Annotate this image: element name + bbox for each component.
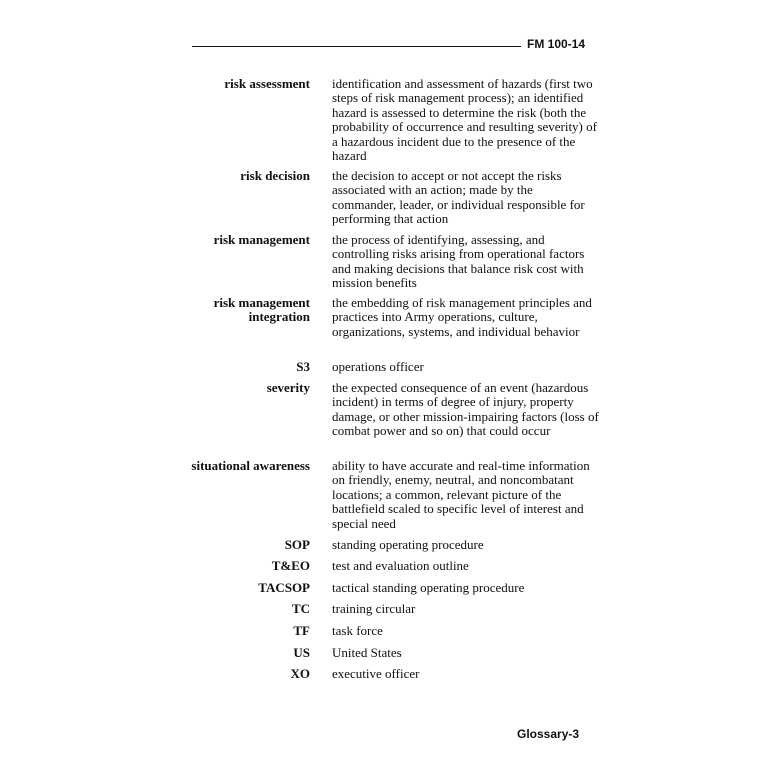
glossary-definition: test and evaluation outline <box>332 558 469 573</box>
glossary-term: severity <box>266 380 310 395</box>
glossary-entry-tf <box>160 624 600 638</box>
page-number: Glossary-3 <box>517 727 580 741</box>
glossary-definition: executive officer <box>332 666 420 681</box>
glossary-term: risk management integration <box>213 295 310 325</box>
glossary-entry-tacsop <box>160 581 600 595</box>
glossary-entry-risk-management <box>160 233 600 291</box>
glossary-entry-severity <box>160 381 600 439</box>
glossary-definition: tactical standing operating procedure <box>332 580 525 595</box>
glossary-definition: operations officer <box>332 359 424 374</box>
glossary-term: risk management <box>213 232 310 247</box>
glossary-term: SOP <box>284 537 310 552</box>
glossary-definition: the embedding of risk management principles and practices into Army operations, culture, organizations, systems, and individual behavior <box>332 295 592 339</box>
glossary-term: TF <box>293 623 310 638</box>
glossary-definition: training circular <box>332 601 416 616</box>
glossary-definition: the expected consequence of an event (hazardous incident) in terms of degree of injury, property damage, or other mission-impairing factors (loss of combat power and so on) that could occur <box>332 380 599 439</box>
glossary-term: TACSOP <box>258 580 310 595</box>
glossary-term: risk decision <box>240 168 310 183</box>
glossary-term: T&EO <box>271 558 310 573</box>
glossary-entry-tc <box>160 602 600 616</box>
glossary-definition: United States <box>332 645 402 660</box>
glossary-term: TC <box>291 601 310 616</box>
glossary-term: risk assessment <box>224 76 310 91</box>
glossary-definition: ability to have accurate and real-time information on friendly, enemy, neutral, and noncombatant locations; a common, relevant picture of the battlefield scaled to specific level of interest and special need <box>332 458 590 531</box>
glossary-definition: identification and assessment of hazards (first two steps of risk management process); an identified hazard is assessed to determine the risk (both the probability of occurrence and resulting severity) of a hazardous incident due to the presence of the hazard <box>332 76 597 164</box>
glossary-definition: standing operating procedure <box>332 537 484 552</box>
glossary-entry-risk-assessment <box>160 77 600 163</box>
glossary-entry-risk-management-integration <box>160 296 600 339</box>
glossary-entry-s3 <box>160 360 600 374</box>
glossary-entry-us <box>160 646 600 660</box>
glossary-term: US <box>293 645 310 660</box>
glossary-entry-situational-awareness <box>160 459 600 531</box>
glossary-definition: the process of identifying, assessing, and controlling risks arising from operational factors and making decisions that balance risk cost with mission benefits <box>332 232 585 291</box>
glossary-term: situational awareness <box>191 458 310 473</box>
glossary-entry-sop <box>160 538 600 552</box>
glossary-term: XO <box>290 666 310 681</box>
glossary-entry-teo <box>160 559 600 573</box>
document-id: FM 100-14 <box>527 37 586 51</box>
glossary-definition: the decision to accept or not accept the risks associated with an action; made by the commander, leader, or individual responsible for performing that action <box>332 168 585 227</box>
glossary-entry-risk-decision <box>160 169 600 227</box>
glossary-definition: task force <box>332 623 383 638</box>
glossary-entry-xo <box>160 667 600 681</box>
glossary-term: S3 <box>296 359 310 374</box>
